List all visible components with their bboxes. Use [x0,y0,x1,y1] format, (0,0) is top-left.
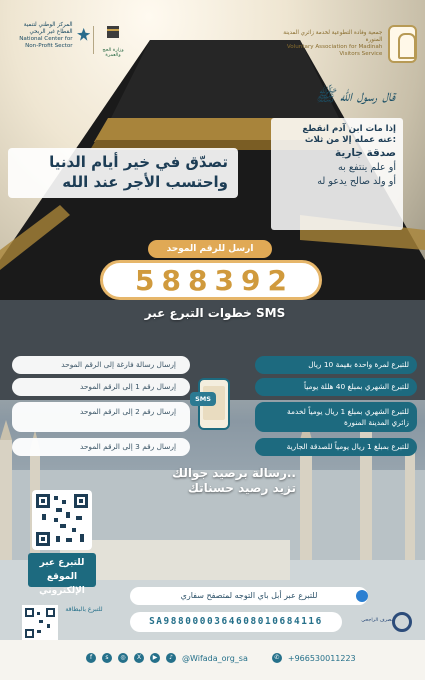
snapchat-icon[interactable]: s [102,653,112,663]
step-4-instruction: إرسال رقم 3 إلى الرقم الموحد [12,438,190,456]
association-name-ar: جمعية وفادة التطوعية لخدمة زائري المدينة المنورة [283,30,383,43]
sms-bubble-icon: SMS [190,392,216,406]
phone-icon [195,378,230,430]
ministry-emblem-icon [103,22,123,42]
prophet-said-calligraphy: قال رسول الله ﷺ [315,86,395,105]
center-name-en: National Center for Non-Profit Sector [19,36,73,49]
unified-number [100,260,322,300]
safari-icon [356,590,368,602]
qr-caption-line-1: للتبرع عبر [39,558,85,568]
center-name-ar: المركز الوطني لتنمية القطاع غير الربحي [23,22,73,35]
hadith-line-4: أو علم ينتفع به [338,162,396,173]
association-name-en: Voluntary Association for Madinah Visitors Service [286,44,383,57]
national-center-logo [10,22,90,62]
youtube-icon[interactable]: ▶ [150,653,160,663]
number-digit: 2 [267,263,287,297]
x-icon[interactable]: X [134,653,144,663]
small-qr-code-icon [25,608,55,638]
website-donation-caption [28,553,96,596]
iban-number[interactable]: SA9880000364608010684116 [130,612,342,632]
step-3-instruction: إرسال رقم 2 إلى الرقم الموحد [12,402,190,432]
step-1-instruction: إرسال رسالة فارغة إلى الرقم الموحد [12,356,190,374]
national-center-mark-icon [77,22,90,46]
number-digit: 5 [135,263,155,297]
contact-phone[interactable]: +966530011223 [287,653,356,663]
step-4-option: للتبرع بمبلغ 1 ريال يومياً للصدقة الجارية [255,438,417,456]
slogan-line-1: تصدّق في خير أيام الدنيا [49,153,228,171]
ministry-name: وزارة الحج والعمرة [102,48,124,58]
balance-line-2: تزيد رصيد حسناتك [187,481,296,495]
instagram-icon[interactable]: ◎ [118,653,128,663]
hadith-card [271,118,403,230]
footer-contact-row [86,650,386,666]
hadith-line-2: عنه عمله إلا من ثلاث: [304,135,396,145]
step-2-instruction: إرسال رقم 1 إلى الرقم الموحد [12,378,190,396]
tiktok-icon[interactable]: ♪ [166,653,176,663]
slogan-banner [8,148,238,198]
bank-logo [350,610,414,636]
number-digit: 3 [214,263,234,297]
step-3-option: للتبرع الشهري بمبلغ 1 ريال يومياً لخدمة زائري المدينة المنورة [255,402,417,432]
number-digit: 8 [188,263,208,297]
number-digit: 8 [161,263,182,297]
send-to-unified-number-label: ارسل للرقم الموحد [148,240,272,258]
card-donation-qr-code[interactable] [22,605,58,641]
ministry-logo [96,22,130,58]
qr-caption-line-2: الموقع الإلكتروني [39,572,85,596]
number-digit: 9 [240,263,261,297]
step-2-option: للتبرع الشهري بمبلغ 40 هللة يومياً [255,378,417,396]
header-divider [93,26,94,54]
balance-line-1: رسالة برصيد جوالك.. [172,466,296,480]
qr-code-icon [36,494,88,546]
bank-name: مصرف الراجحي [361,618,394,623]
facebook-icon[interactable]: f [86,653,96,663]
hadith-line-3: صدقة جارية [335,147,396,159]
whatsapp-icon[interactable]: ✆ [272,653,282,663]
card-donation-label: للتبرع بالبطاقة [65,606,103,613]
sms-steps-title: خطوات التبرع عبر SMS [144,306,286,320]
apple-pay-instruction: للتبرع عبر أبل باي التوجه لمتصفح سفاري [130,587,368,605]
association-logo [267,20,417,68]
bank-emblem-icon [392,612,412,632]
slogan-line-2: واحتسب الأجر عند الله [62,173,228,191]
website-qr-code[interactable] [32,490,92,550]
association-mark-icon [388,25,417,63]
hadith-line-1: إذا مات ابن آدم انقطع [302,124,396,134]
social-handle[interactable]: @Wifada_org_sa [182,653,248,663]
step-1-option: للتبرع لمرة واحدة بقيمة 10 ريال [255,356,417,374]
balance-tagline [146,466,296,496]
hadith-line-5: أو ولد صالح يدعو له [317,176,396,187]
